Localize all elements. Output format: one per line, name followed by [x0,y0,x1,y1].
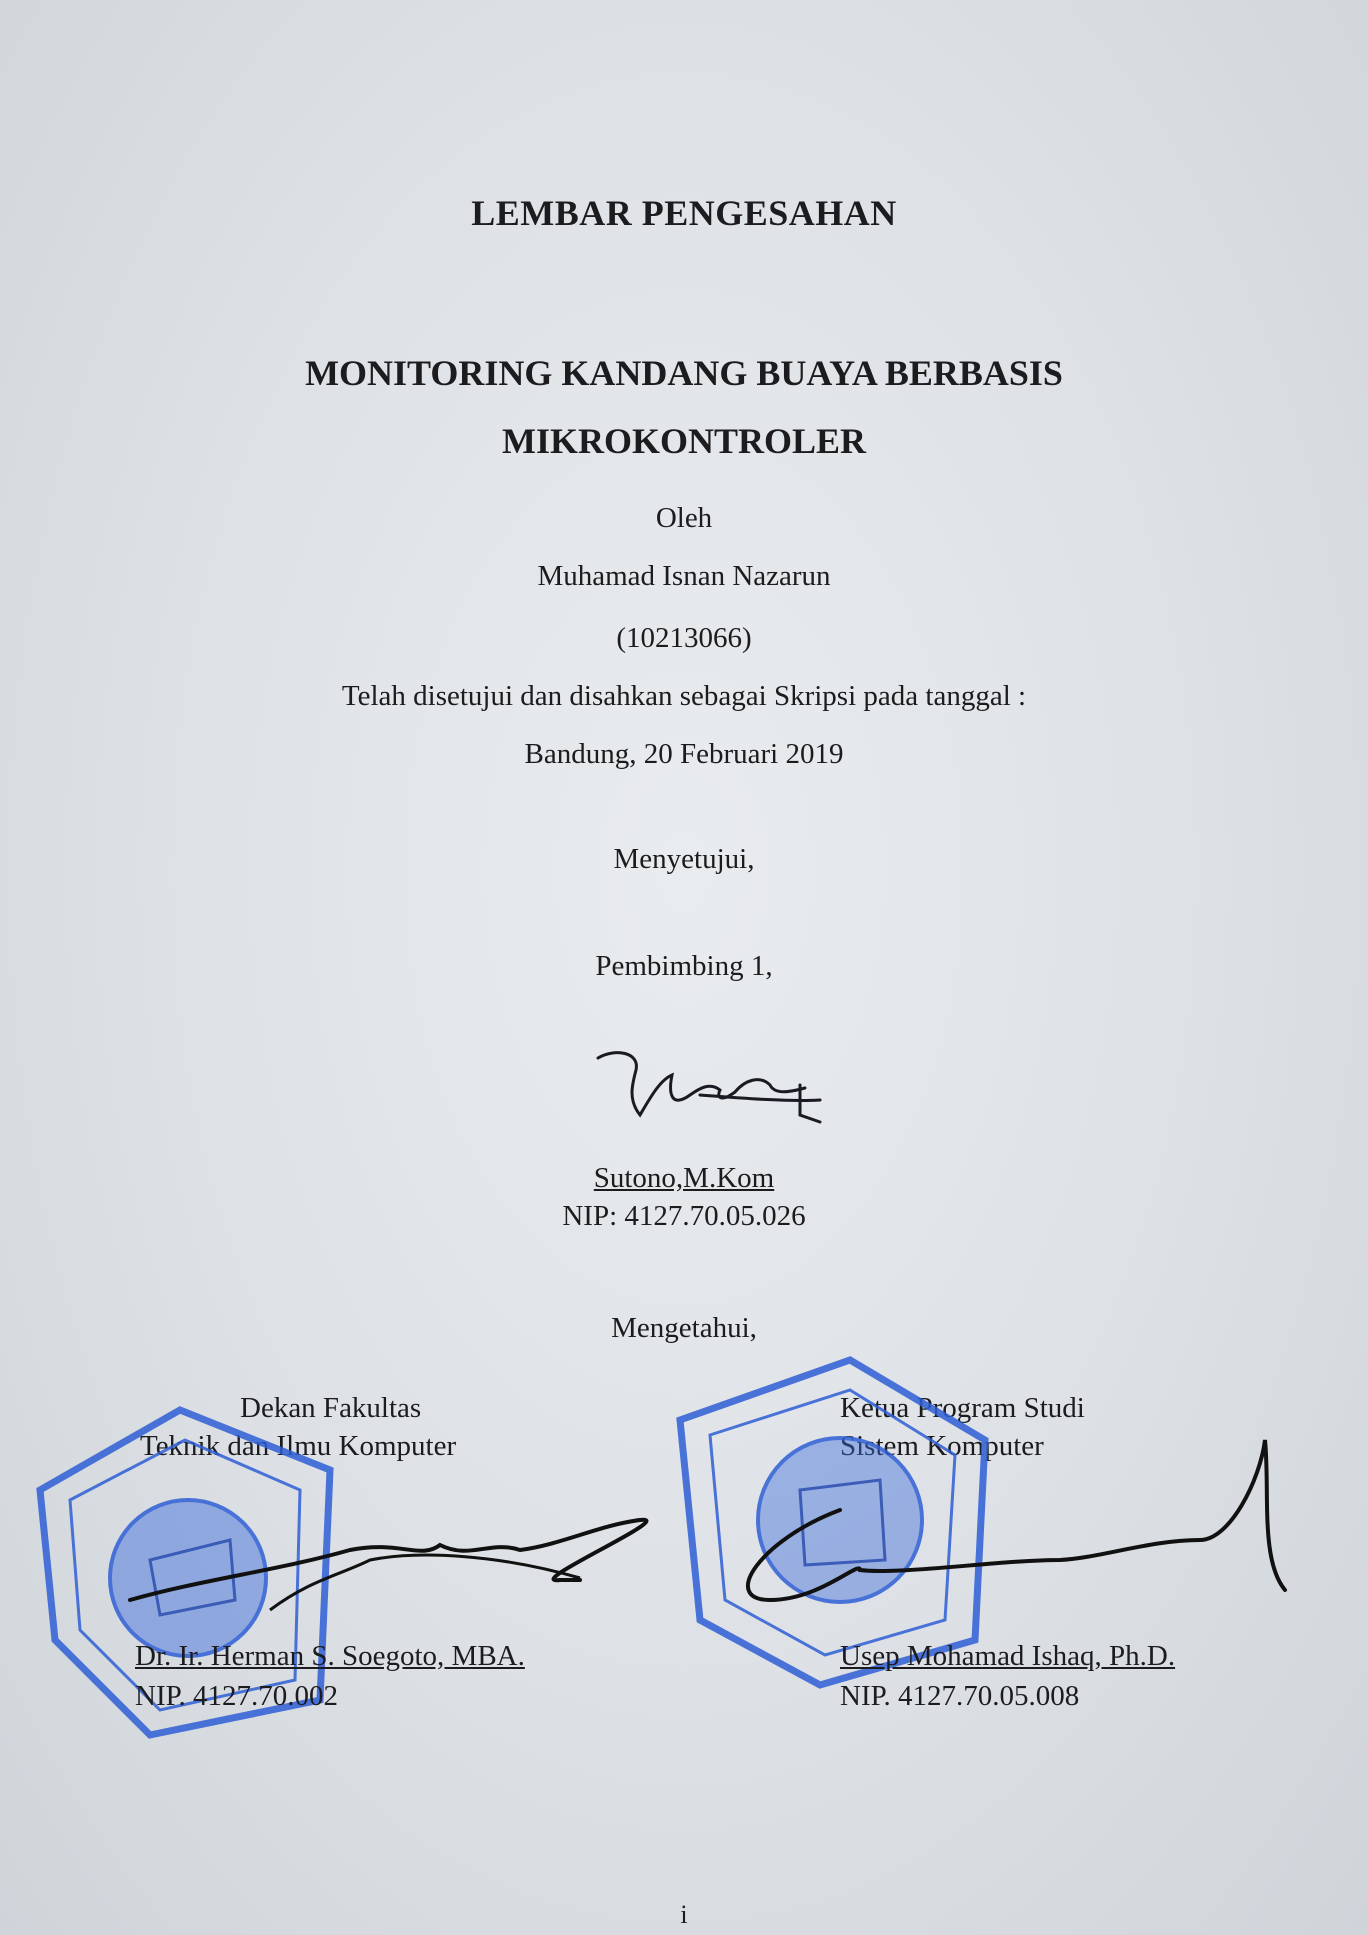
program-stamp [680,1360,985,1685]
advisor-name: Sutono,M.Kom [593,1162,775,1194]
dean-name: Dr. Ir. Herman S. Soegoto, MBA. [135,1640,525,1672]
dean-nip: NIP. 4127.70.002 [135,1680,339,1712]
dean-role-line-1: Dekan Fakultas [240,1392,422,1424]
advisor-nip: NIP: 4127.70.05.026 [562,1200,806,1232]
thesis-title-line-2: MIKROKONTROLER [501,421,867,461]
acknowledge-label: Mengetahui, [611,1312,757,1344]
approval-statement: Telah disetujui dan disahkan sebagai Skripsi pada tanggal : [341,680,1027,712]
agree-label: Menyetujui, [613,843,755,875]
program-head-name: Usep Mohamad Ishaq, Ph.D. [840,1640,1176,1672]
student-name: Muhamad Isnan Nazarun [537,560,831,592]
program-head-nip: NIP. 4127.70.05.008 [840,1680,1080,1712]
page-heading: LEMBAR PENGESAHAN [471,193,897,233]
place-date: Bandung, 20 Februari 2019 [524,738,844,770]
advisor-role: Pembimbing 1, [595,950,773,982]
thesis-title-line-1: MONITORING KANDANG BUAYA BERBASIS [305,353,1063,393]
dean-role-line-2: Teknik dan Ilmu Komputer [140,1430,457,1462]
program-head-role-line-2: Sistem Komputer [840,1430,1044,1462]
program-head-role-line-1: Ketua Program Studi [840,1392,1085,1424]
page-number: i [680,1900,688,1929]
student-id: (10213066) [616,622,752,654]
by-label: Oleh [655,502,713,534]
